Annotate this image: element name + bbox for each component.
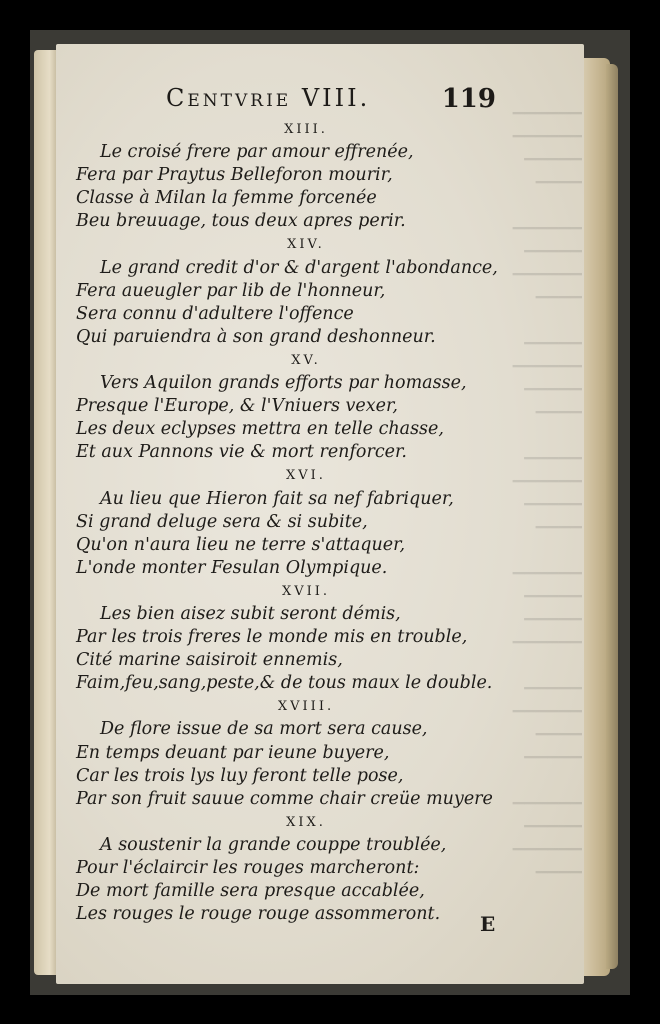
verse-line: De mort famille sera presque accablée, <box>76 881 425 902</box>
verse-line: Presque l'Europe, & l'Vniuers vexer, <box>76 396 398 417</box>
signature-mark: E <box>480 912 496 936</box>
verse-line: Et aux Pannons vie & mort renforcer. <box>76 442 407 463</box>
verse-line: Faim,feu,sang,peste,& de tous maux le double. <box>76 673 493 694</box>
quatrain-number: XIX. <box>286 814 326 830</box>
quatrain-text <box>76 118 506 926</box>
quatrain <box>76 118 506 233</box>
verse-line: Si grand deluge sera & si subite, <box>76 511 368 532</box>
verse-line: Pour l'éclaircir les rouges marcheront: <box>76 858 420 878</box>
quatrain-number: XIII. <box>284 122 328 137</box>
verse-line: Car les trois lys luy feront telle pose, <box>76 765 404 786</box>
verse-line: L'onde monter Fesulan Olympique. <box>76 557 388 578</box>
verse-line: Au lieu que Hieron fait sa nef fabriquer, <box>100 488 454 509</box>
verse-line: A soustenir la grande couppe troublée, <box>100 834 447 855</box>
verse-line: Les deux eclypses mettra en telle chasse, <box>76 419 444 440</box>
verse-line: Par son fruit sauue comme chair creüe muyere <box>76 788 493 809</box>
quatrain <box>76 695 506 810</box>
quatrain <box>76 464 506 579</box>
page-number: 119 <box>441 84 496 114</box>
verse-line: Fera par Praytus Belleforon mourir, <box>76 165 393 186</box>
quatrain <box>76 233 506 348</box>
verse-line: Les bien aisez subit seront démis, <box>100 603 401 624</box>
quatrain-number: XVII. <box>281 583 331 599</box>
verse-line: Le croisé frere par amour effrenée, <box>100 142 414 163</box>
quatrain-number: XVI. <box>286 468 326 484</box>
verse-line: Par les trois freres le monde mis en trouble, <box>76 627 468 648</box>
quatrain <box>76 349 506 464</box>
running-header <box>166 84 496 120</box>
verse-line: Le grand credit d'or & d'argent l'abondance, <box>100 257 498 278</box>
verse-line: De flore issue de sa mort sera cause, <box>100 719 428 740</box>
quatrain-number: XVIII. <box>277 699 335 715</box>
verse-line: Qui paruiendra à son grand deshonneur. <box>76 326 436 347</box>
quatrain <box>76 580 506 695</box>
verse-line: Vers Aquilon grands efforts par homasse, <box>100 373 467 394</box>
quatrain-number: XV. <box>291 352 321 368</box>
verse-line: Fera aueugler par lib de l'honneur, <box>76 280 386 301</box>
quatrain <box>76 811 506 926</box>
book-edge-shadow <box>606 64 618 969</box>
show-through-text: ▔▔▔▔▔▔ ▔▔▔▔▔▔ ▔▔▔▔▔ ▔▔▔▔ ▔▔▔▔▔▔ ▔▔▔▔▔ ▔▔▔▔▔▔ ▔▔▔▔ ▔▔▔▔▔ ▔▔▔▔▔▔ ▔▔▔▔▔ ▔▔▔▔ ▔▔▔▔▔ ▔▔▔▔▔▔ ▔▔▔▔▔ ▔▔▔▔ ▔▔▔▔▔▔ ▔▔▔▔▔ ▔▔▔▔▔ ▔▔▔▔▔▔ ▔▔▔▔▔ ▔▔▔▔▔▔ ▔▔▔▔ ▔▔▔▔▔ ▔▔▔▔▔▔ ▔▔▔▔▔ ▔▔▔▔▔▔ ▔▔▔▔ <box>512 112 582 889</box>
verse-line: Sera connu d'adultere l'offence <box>76 303 354 324</box>
verse-line: En temps deuant par ieune buyere, <box>76 742 390 763</box>
verse-line: Classe à Milan la femme forcenée <box>76 188 377 209</box>
running-title: Centvrie VIII. <box>166 84 371 112</box>
quatrain-number: XIV. <box>287 237 325 253</box>
verse-line: Qu'on n'aura lieu ne terre s'attaquer, <box>76 534 406 555</box>
verse-line: Les rouges le rouge rouge assommeront. <box>76 904 441 925</box>
verse-line: Beu breuuage, tous deux apres perir. <box>76 211 406 232</box>
verse-line: Cité marine saisiroit ennemis, <box>76 650 343 671</box>
